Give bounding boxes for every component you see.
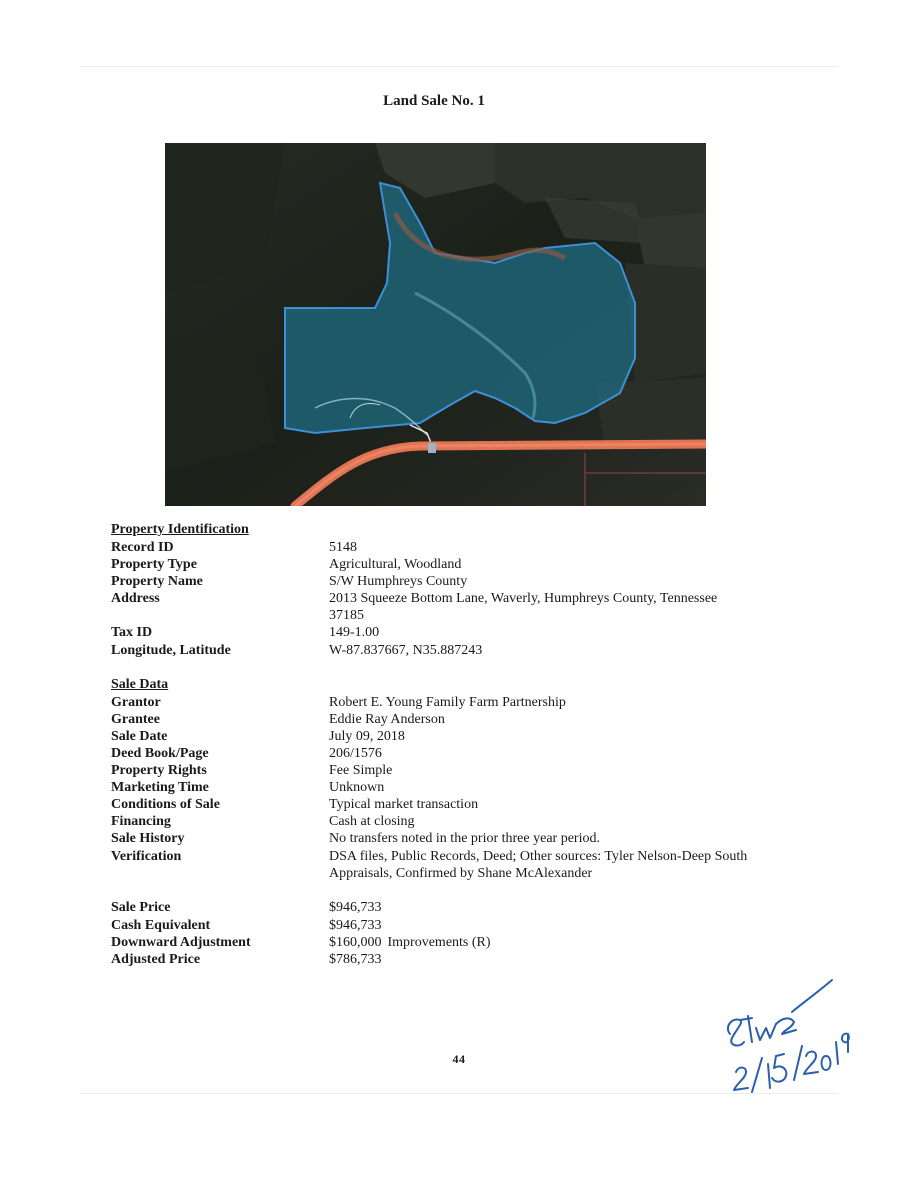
handwritten-signature <box>722 972 852 1102</box>
field-label: Financing <box>111 814 171 829</box>
field-label: Downward Adjustment <box>111 935 251 950</box>
field-value <box>329 934 769 951</box>
field-label: Sale Date <box>111 729 168 744</box>
field-value: S/W Humphreys County <box>329 574 468 589</box>
field-label: Grantor <box>111 695 161 710</box>
field-value: Typical market transaction <box>329 797 479 812</box>
page-title: Land Sale No. 1 <box>383 93 485 109</box>
field-value: $946,733 <box>329 900 382 915</box>
field-label: Address <box>111 591 160 606</box>
field-value: Fee Simple <box>329 763 393 778</box>
field-value: 5148 <box>329 540 357 555</box>
sale-data-heading: Sale Data <box>111 677 169 692</box>
field-label: Record ID <box>111 540 174 555</box>
adjustment-amount: $160,000 <box>329 935 382 950</box>
field-label: Property Rights <box>111 763 207 778</box>
field-label: Verification <box>111 849 182 864</box>
field-label: Sale History <box>111 831 185 846</box>
field-label: Adjusted Price <box>111 952 201 967</box>
field-value: DSA files, Public Records, Deed; Other sources: Tyler Nelson-Deep South Appraisals, Confirmed by Shane McAlexander <box>329 849 748 881</box>
scan-artifact-top <box>80 66 838 67</box>
aerial-map-image <box>165 143 706 506</box>
field-value: Eddie Ray Anderson <box>329 712 445 727</box>
field-label: Deed Book/Page <box>111 746 209 761</box>
property-identification-heading: Property Identification <box>111 522 249 537</box>
field-value: 2013 Squeeze Bottom Lane, Waverly, Humphreys County, Tennessee 37185 <box>329 591 718 623</box>
field-value: Robert E. Young Family Farm Partnership <box>329 695 566 710</box>
field-value: July 09, 2018 <box>329 729 405 744</box>
field-label: Cash Equivalent <box>111 918 211 933</box>
field-label: Property Type <box>111 557 197 572</box>
field-value: Agricultural, Woodland <box>329 557 462 572</box>
field-value: $786,733 <box>329 952 382 967</box>
field-label: Marketing Time <box>111 780 209 795</box>
field-label: Longitude, Latitude <box>111 643 231 658</box>
page-number: 44 <box>452 1052 466 1066</box>
field-value: Unknown <box>329 780 385 795</box>
field-label: Conditions of Sale <box>111 797 220 812</box>
field-label: Grantee <box>111 712 160 727</box>
field-label: Sale Price <box>111 900 171 915</box>
field-value: Cash at closing <box>329 814 415 829</box>
field-value: W-87.837667, N35.887243 <box>329 643 483 658</box>
field-label: Tax ID <box>111 625 153 640</box>
field-label: Property Name <box>111 574 203 589</box>
field-value: 206/1576 <box>329 746 382 761</box>
field-value: No transfers noted in the prior three year period. <box>329 831 600 846</box>
field-value: $946,733 <box>329 918 382 933</box>
adjustment-note: Improvements (R) <box>387 935 491 950</box>
field-value: 149-1.00 <box>329 625 380 640</box>
